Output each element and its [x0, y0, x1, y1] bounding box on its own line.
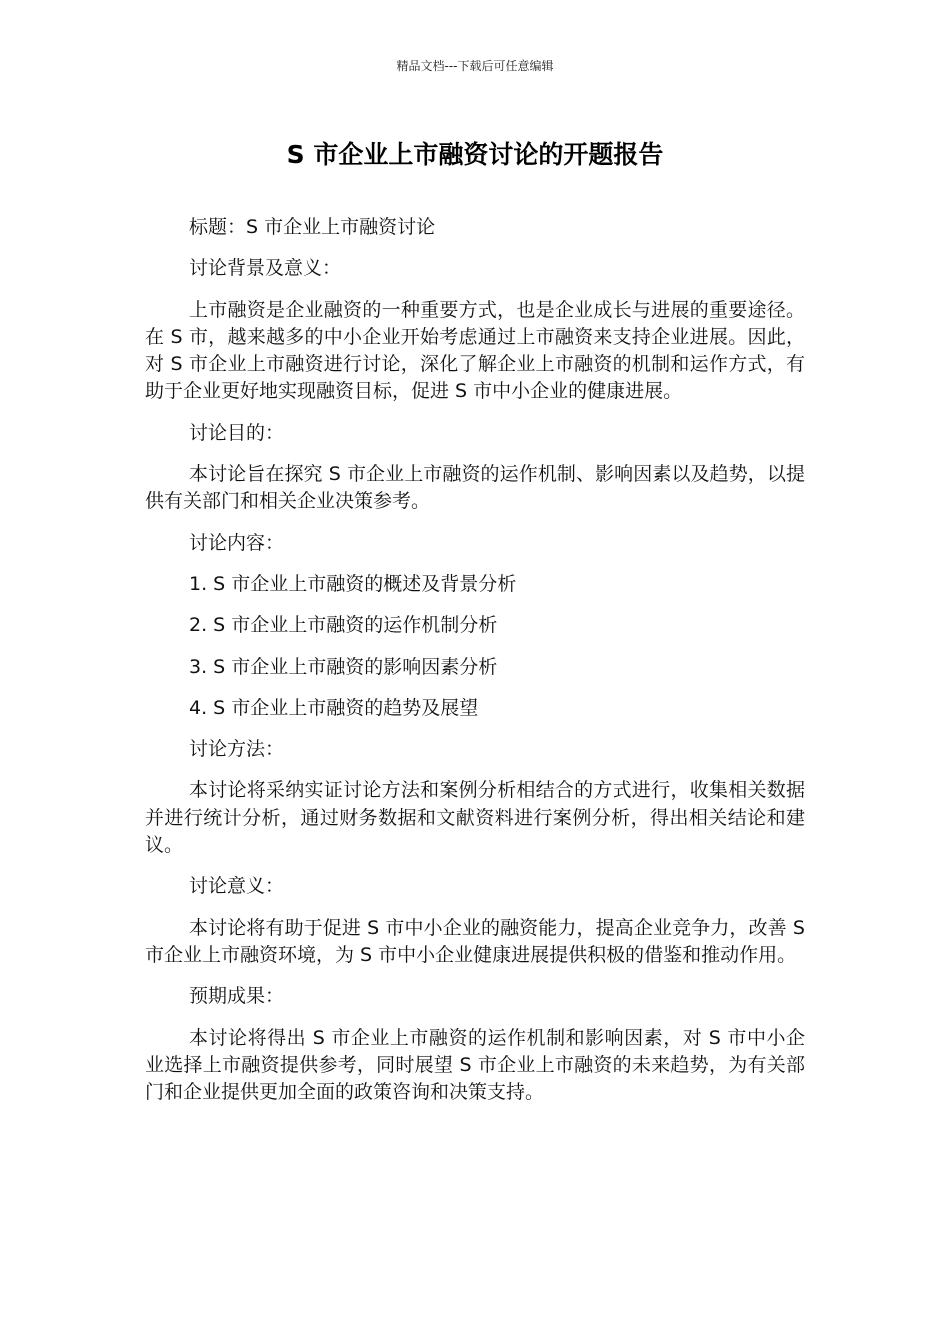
significance-paragraph: 本讨论将有助于促进 S 市中小企业的融资能力，提高企业竞争力，改善 S 市企业上市融资环境，为 S 市中小企业健康进展提供积极的借鉴和推动作用。 [145, 916, 805, 966]
content-list-item: 3. S 市企业上市融资的影响因素分析 [189, 655, 498, 678]
page-header-note: 精品文档---下载后可任意编辑 [396, 59, 554, 73]
section-heading-background: 讨论背景及意义： [189, 257, 342, 280]
section-heading-purpose: 讨论目的： [189, 421, 285, 444]
method-paragraph: 本讨论将采纳实证讨论方法和案例分析相结合的方式进行，收集相关数据并进行统计分析，通过财务数据和文献资料进行案例分析，得出相关结论和建议。 [145, 779, 805, 857]
section-heading-significance: 讨论意义： [189, 875, 285, 898]
section-heading-content: 讨论内容： [189, 531, 285, 554]
outcomes-paragraph: 本讨论将得出 S 市企业上市融资的运作机制和影响因素，对 S 市中小企业选择上市融资提供参考，同时展望 S 市企业上市融资的未来趋势，为有关部门和企业提供更加全面的政策咨询和决策支持。 [145, 1026, 805, 1104]
document-title: S 市企业上市融资讨论的开题报告 [286, 140, 664, 169]
section-heading-method: 讨论方法： [189, 738, 285, 761]
document-body [145, 214, 805, 1120]
content-list-item: 4. S 市企业上市融资的趋势及展望 [189, 696, 479, 719]
section-heading-outcomes: 预期成果： [189, 985, 285, 1008]
purpose-paragraph: 本讨论旨在探究 S 市企业上市融资的运作机制、影响因素以及趋势，以提供有关部门和相关企业决策参考。 [145, 463, 805, 513]
content-list-item: 2. S 市企业上市融资的运作机制分析 [189, 614, 498, 637]
content-list-item: 1. S 市企业上市融资的概述及背景分析 [189, 572, 517, 595]
subject-line: 标题：S 市企业上市融资讨论 [189, 216, 436, 238]
background-paragraph: 上市融资是企业融资的一种重要方式，也是企业成长与进展的重要途径。在 S 市，越来越多的中小企业开始考虑通过上市融资来支持企业进展。因此，对 S 市企业上市融资进行讨论，深化了解企业上市融资的机制和运作方式，有助于企业更好地实现融资目标，促进 S 市中小企业的健康进展。 [145, 298, 805, 403]
